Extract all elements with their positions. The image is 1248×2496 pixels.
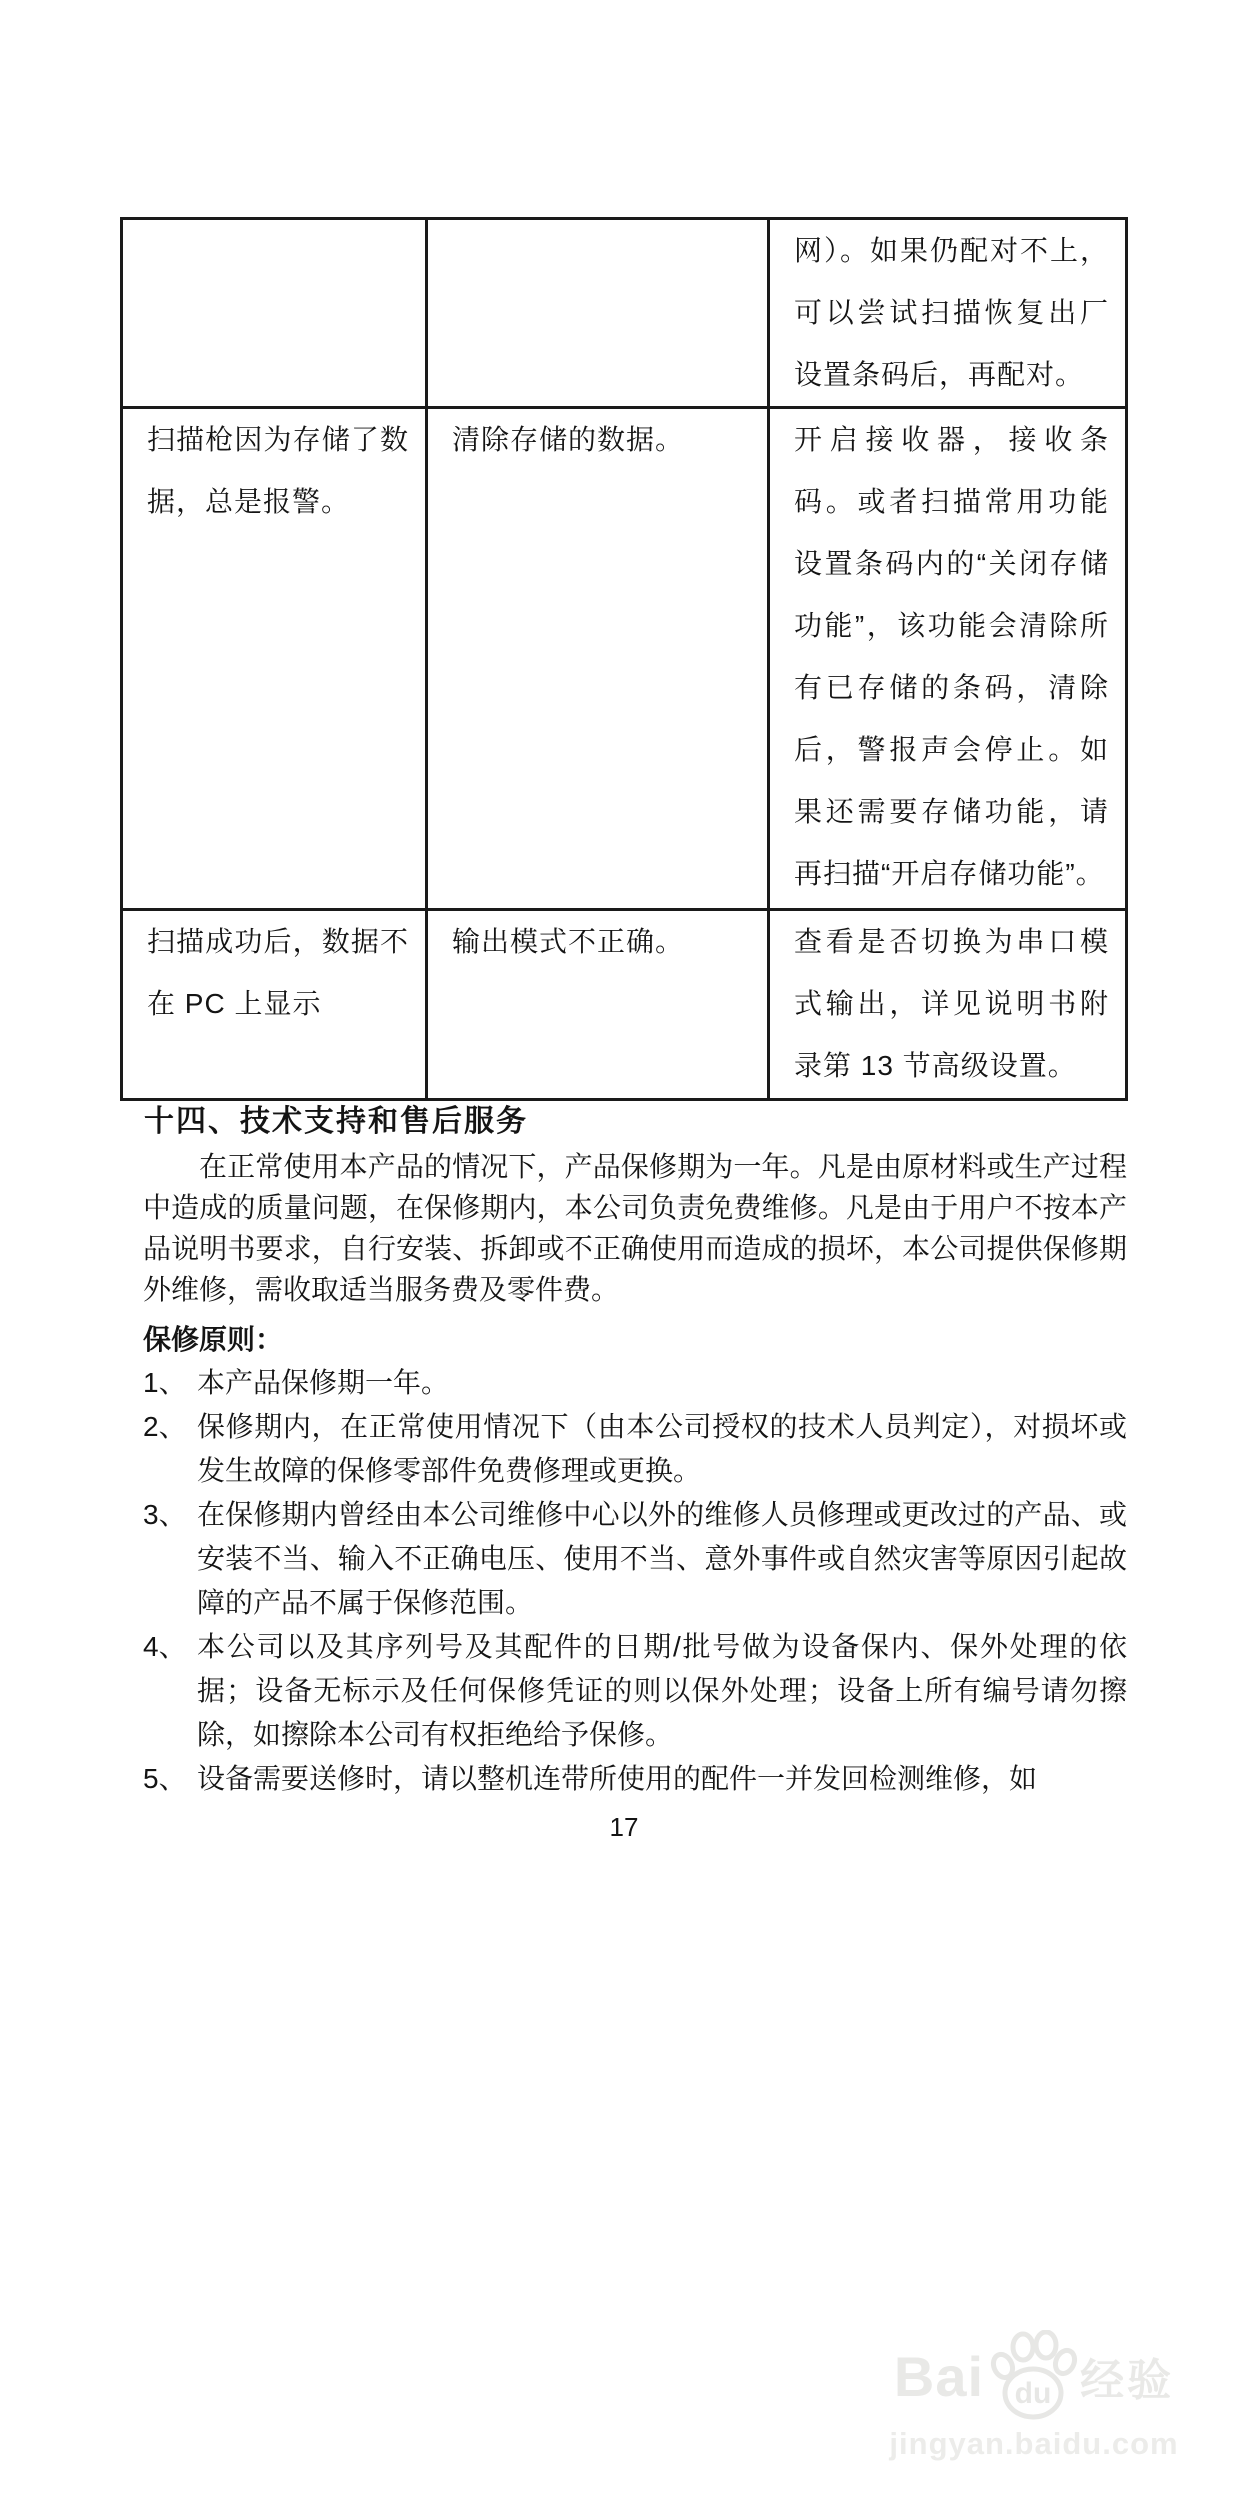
table-cell-cause: 输出模式不正确。	[427, 910, 769, 1100]
list-item	[143, 1405, 1127, 1493]
warranty-intro-paragraph: 在正常使用本产品的情况下，产品保修期为一年。凡是由原材料或生产过程中造成的质量问题，在保修期内，本公司负责免费维修。凡是由于用户不按本产品说明书要求，自行安装、拆卸或不正确使用而造成的损坏，本公司提供保修期外维修，需收取适当服务费及零件费。	[143, 1151, 1127, 1305]
list-item-number: 3、	[143, 1499, 187, 1530]
table-row	[122, 408, 1127, 910]
list-item	[143, 1361, 1127, 1405]
list-item-number: 5、	[143, 1763, 187, 1794]
list-item-number: 1、	[143, 1367, 187, 1398]
table-cell-problem: 扫描成功后，数据不在 PC 上显示	[122, 910, 427, 1100]
watermark-logo-row	[884, 2330, 1184, 2422]
table-cell-cause	[427, 219, 769, 408]
list-item-number: 2、	[143, 1411, 187, 1442]
baidu-paw-icon	[986, 2330, 1078, 2422]
list-item-number: 4、	[143, 1631, 187, 1662]
warranty-principles-list	[143, 1361, 1127, 1801]
list-item-text: 保修期内，在正常使用情况下（由本公司授权的技术人员判定），对损坏或发生故障的保修零部件免费修理或更换。	[197, 1411, 1127, 1486]
watermark-url: jingyan.baidu.com	[889, 2426, 1179, 2461]
list-item-text: 本公司以及其序列号及其配件的日期/批号做为设备保内、保外处理的依据；设备无标示及任何保修凭证的则以保外处理；设备上所有编号请勿擦除，如擦除本公司有权拒绝给予保修。	[197, 1631, 1127, 1750]
table-cell-solution: 开启接收器，接收条码。或者扫描常用功能设置条码内的“关闭存储功能”，该功能会清除所有已存储的条码，清除后，警报声会停止。如果还需要存储功能，请再扫描“开启存储功能”。	[769, 408, 1127, 910]
list-item	[143, 1493, 1127, 1625]
list-item-text: 设备需要送修时，请以整机连带所使用的配件一并发回检测维修，如	[197, 1763, 1038, 1794]
watermark-brand-jingyan: 经验	[1080, 2356, 1175, 2405]
table-cell-solution: 网）。如果仍配对不上，可以尝试扫描恢复出厂设置条码后，再配对。	[769, 219, 1127, 408]
table-cell-cause: 清除存储的数据。	[427, 408, 769, 910]
page-number: 17	[609, 1812, 639, 1842]
table-cell-problem	[122, 219, 427, 408]
list-item	[143, 1625, 1127, 1757]
warranty-principles-label: 保修原则：	[143, 1324, 284, 1355]
list-item	[143, 1757, 1127, 1801]
watermark-brand-bai: Bai	[893, 2344, 985, 2408]
table-row	[122, 910, 1127, 1100]
section-heading: 十四、技术支持和售后服务	[144, 1105, 528, 1138]
list-item-text: 本产品保修期一年。	[197, 1367, 450, 1398]
baidu-jingyan-watermark	[884, 2330, 1184, 2462]
table-row	[122, 219, 1127, 408]
table-cell-solution: 查看是否切换为串口模式输出，详见说明书附录第 13 节高级设置。	[769, 910, 1127, 1100]
list-item-text: 在保修期内曾经由本公司维修中心以外的维修人员修理或更改过的产品、或安装不当、输入不正确电压、使用不当、意外事件或自然灾害等原因引起故障的产品不属于保修范围。	[197, 1499, 1127, 1618]
table-cell-problem: 扫描枪因为存储了数据，总是报警。	[122, 408, 427, 910]
watermark-brand-du: du	[1014, 2377, 1052, 2410]
troubleshooting-table	[120, 217, 1128, 1101]
